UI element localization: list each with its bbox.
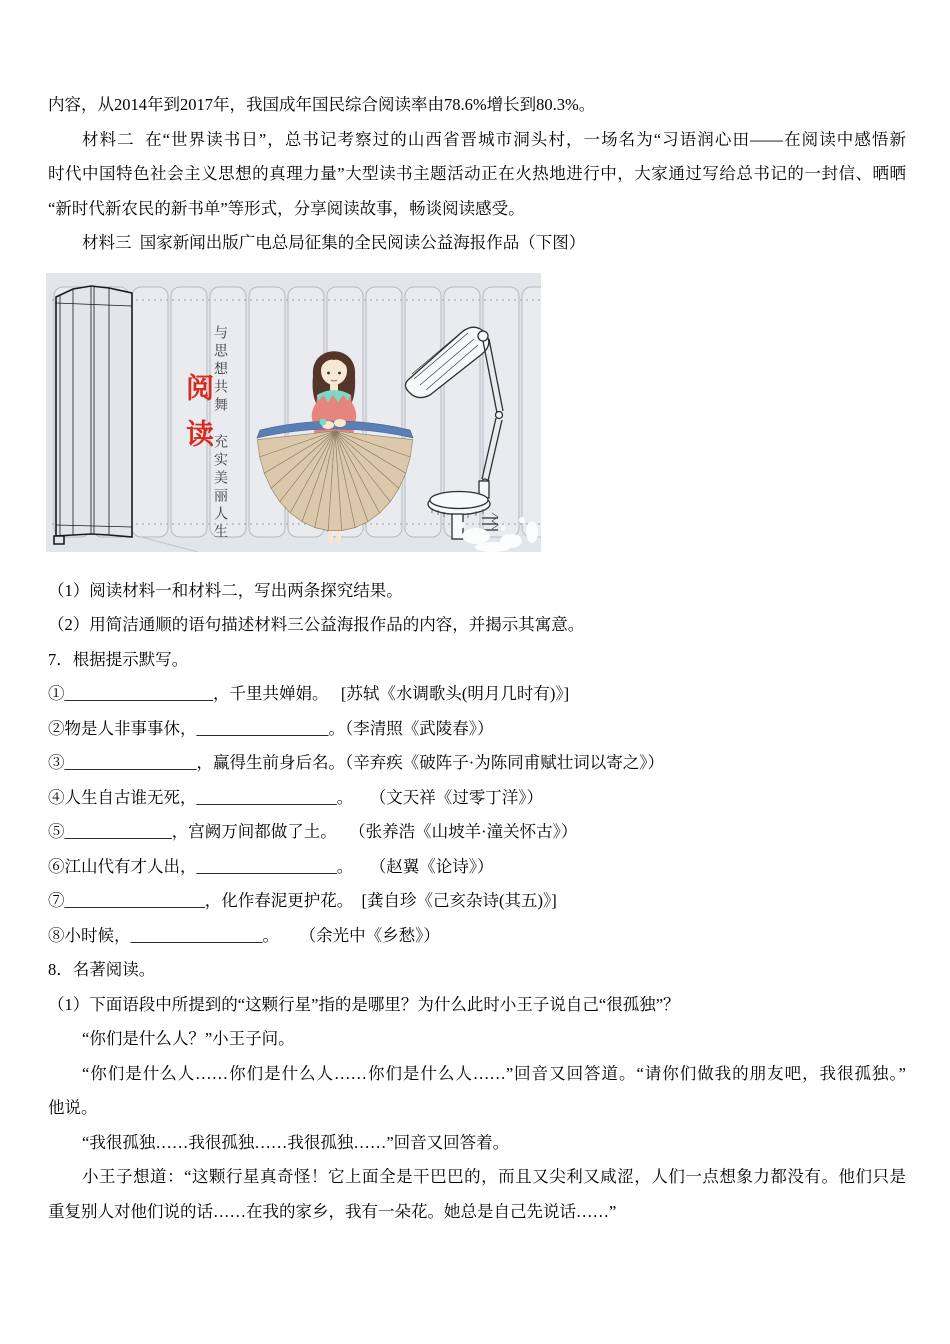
reading-poster-image <box>46 273 541 552</box>
text-line: ①__________________，千里共婵娟。 [苏轼《水调歌头(明月几时有)》] <box>48 684 570 703</box>
text-line: “我很孤独……我很孤独……我很孤独……”回音又回答着。 <box>82 1132 510 1152</box>
text-line: 7．根据提示默写。 <box>48 649 189 669</box>
intro-paragraphs <box>48 88 906 261</box>
text-line: “新时代新农民的新书单”等形式，分享阅读故事，畅谈阅读感受。 <box>48 198 525 218</box>
text-line: ⑧小时候，________________。 （余光中《乡愁》） <box>48 925 440 945</box>
text-line: “你们是什么人……你们是什么人……你们是什么人……”回音又回答道。“请你们做我的朋友吧，我很孤独。” <box>82 1063 906 1083</box>
text-line: ⑥江山代有才人出，_________________。 （赵翼《论诗》） <box>48 856 494 876</box>
poster-slogan-text: 与思想共舞 充实美丽人生 <box>212 324 227 542</box>
text-line: ⑦_________________，化作春泥更护花。 [龚自珍《己亥杂诗(其五)》] <box>48 891 557 910</box>
question-paragraphs <box>48 574 906 1230</box>
text-line: 小王子想道：“这颗行星真奇怪！它上面全是干巴巴的，而且又尖利又咸涩，人们一点想象力都没有。他们只是 <box>82 1167 906 1186</box>
text-line: ③________________，赢得生前身后名。（辛弃疾《破阵子·为陈同甫赋壮词以寄之》） <box>48 753 664 772</box>
text-line: ④人生自古谁无死，_________________。 （文天祥《过零丁洋》） <box>48 787 543 807</box>
text-line: ⑤_____________，宫阙万间都做了土。 （张养浩《山坡羊·潼关怀古》） <box>48 822 578 841</box>
text-line: 材料三 国家新闻出版广电总局征集的全民阅读公益海报作品（下图） <box>82 233 586 252</box>
text-line: 材料二 在“世界读书日”，总书记考察过的山西省晋城市洞头村，一场名为“习语润心田——在阅读中感悟新 <box>82 129 906 149</box>
text-line: ②物是人非事事休，________________。（李清照《武陵春》） <box>48 718 494 738</box>
text-line: 内容，从2014年到2017年，我国成年国民综合阅读率由78.6%增长到80.3%。 <box>48 95 596 114</box>
text-line: （1）阅读材料一和材料二，写出两条探究结果。 <box>48 580 403 600</box>
text-line: 时代中国特色社会主义思想的真理力量”大型读书主题活动正在火热地进行中，大家通过写给总书记的一封信、晒晒 <box>48 164 906 183</box>
text-line: （1）下面语段中所提到的“这颗行星”指的是哪里？为什么此时小王子说自己“很孤独”？ <box>48 994 680 1014</box>
text-line: 8．名著阅读。 <box>48 960 156 979</box>
text-line: “你们是什么人？”小王子问。 <box>82 1029 295 1048</box>
text-line: 他说。 <box>48 1098 98 1117</box>
text-line: （2）用简洁通顺的语句描述材料三公益海报作品的内容，并揭示其寓意。 <box>48 615 585 634</box>
poster-badge-text: 阅读 <box>182 372 213 465</box>
poster-graphic <box>46 273 541 552</box>
text-line: 重复别人对他们说的话……在我的家乡，我有一朵花。她总是自己先说话……” <box>48 1201 617 1221</box>
